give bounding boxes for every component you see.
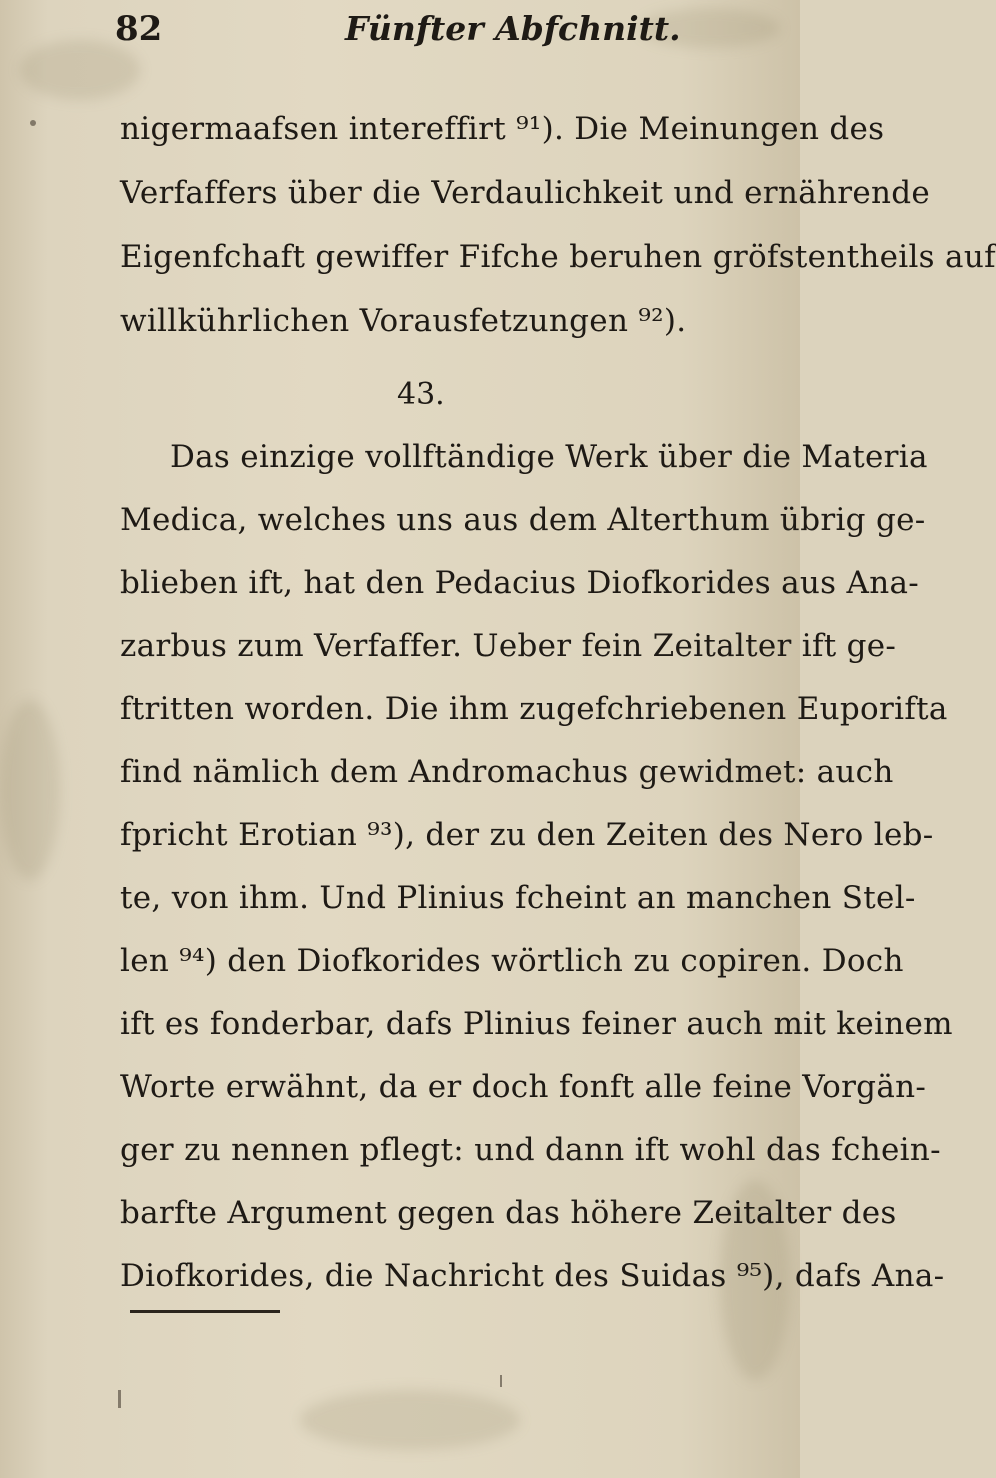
text-line: len ⁹⁴) den Diofkorides wörtlich zu copiren. Doch bbox=[120, 943, 904, 979]
text-line: nigermaafsen intereffirt ⁹¹). Die Meinungen des bbox=[120, 111, 885, 147]
text-line: Medica, welches uns aus dem Alterthum übrig ge- bbox=[120, 502, 926, 538]
footnote-rule bbox=[130, 1310, 280, 1313]
text-line: fpricht Erotian ⁹³), der zu den Zeiten des Nero leb- bbox=[120, 817, 934, 853]
text-line: Verfaffers über die Verdaulichkeit und ernährende bbox=[120, 175, 931, 211]
section-number: 43. bbox=[397, 377, 445, 412]
text-line: ger zu nennen pflegt: und dann ift wohl das fchein- bbox=[120, 1132, 941, 1168]
text-line: te, von ihm. Und Plinius fcheint an manchen Stel- bbox=[120, 880, 916, 916]
text-line: blieben ift, hat den Pedacius Diofkorides aus Ana- bbox=[120, 565, 920, 601]
text-line: zarbus zum Verfaffer. Ueber fein Zeitalter ift ge- bbox=[120, 628, 897, 664]
text-line: find nämlich dem Andromachus gewidmet: auch bbox=[120, 754, 894, 790]
ink-speck bbox=[500, 1375, 502, 1387]
page-number: 82 bbox=[115, 9, 163, 49]
text-line: Eigenfchaft gewiffer Fifche beruhen gröfstentheils auf bbox=[120, 239, 996, 275]
ink-speck bbox=[30, 120, 36, 126]
text-line: barfte Argument gegen das höhere Zeitalter des bbox=[120, 1195, 897, 1231]
text-line: Diofkorides, die Nachricht des Suidas ⁹⁵), dafs Ana- bbox=[120, 1258, 945, 1294]
running-title: Fünfter Abfchnitt. bbox=[345, 9, 681, 48]
text-line: Worte erwähnt, da er doch fonft alle feine Vorgän- bbox=[120, 1069, 927, 1105]
text-line: willkührlichen Vorausfetzungen ⁹²). bbox=[120, 303, 687, 339]
ink-speck bbox=[118, 1390, 121, 1408]
text-line: ftritten worden. Die ihm zugefchriebenen Euporifta bbox=[120, 691, 948, 727]
text-line: Das einzige vollftändige Werk über die Materia bbox=[170, 439, 928, 475]
text-line: ift es fonderbar, dafs Plinius feiner auch mit keinem bbox=[120, 1006, 953, 1042]
